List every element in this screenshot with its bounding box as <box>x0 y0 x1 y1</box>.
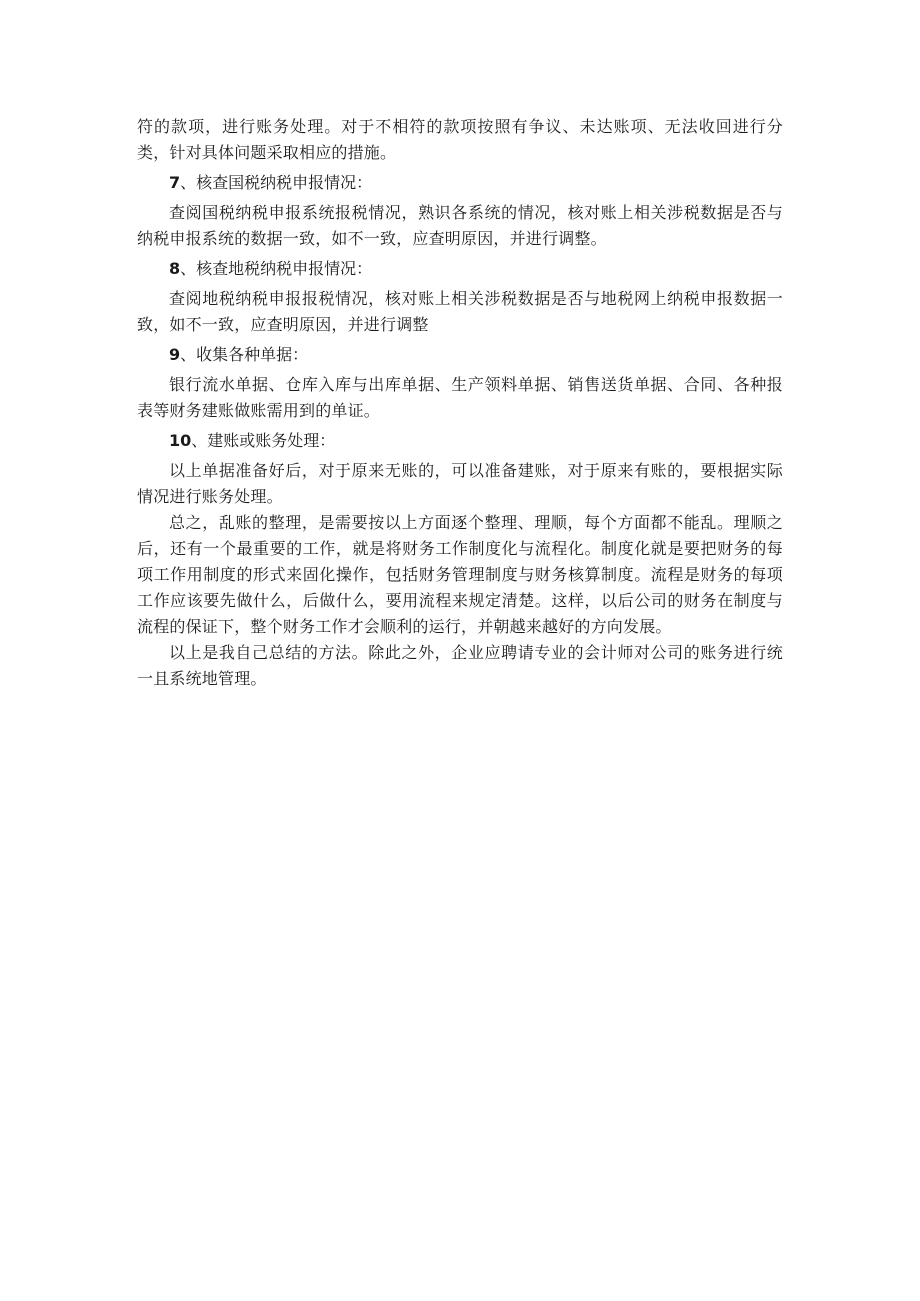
section-8-number: 8 <box>169 259 181 278</box>
intro-paragraph: 符的款项，进行账务处理。对于不相符的款项按照有争议、未达账项、无法收回进行分类，针对具体问题采取相应的措施。 <box>137 117 783 162</box>
document-page <box>137 114 783 692</box>
section-8-title: 、核查地税纳税申报情况： <box>180 259 373 278</box>
section-7-number: 7 <box>169 173 181 192</box>
section-10-title: 、建账或账务处理： <box>191 431 336 450</box>
section-10-body: 以上单据准备好后，对于原来无账的，可以准备建账，对于原来有账的，要根据实际情况进行账务处理。 <box>137 461 783 506</box>
section-10-heading <box>137 428 783 454</box>
section-9-number: 9 <box>169 345 181 364</box>
section-7-title: 、核查国税纳税申报情况： <box>180 173 373 192</box>
section-10-number: 10 <box>169 431 192 450</box>
section-9-heading <box>137 342 783 368</box>
closing-paragraph: 以上是我自己总结的方法。除此之外，企业应聘请专业的会计师对公司的账务进行统一且系统地管理。 <box>137 643 783 688</box>
section-8-heading <box>137 256 783 282</box>
section-7-heading <box>137 170 783 196</box>
section-9-title: 、收集各种单据： <box>180 345 309 364</box>
summary-paragraph: 总之，乱账的整理，是需要按以上方面逐个整理、理顺，每个方面都不能乱。理顺之后，还有一个最重要的工作，就是将财务工作制度化与流程化。制度化就是要把财务的每项工作用制度的形式来固化操作，包括财务管理制度与财务核算制度。流程是财务的每项工作应该要先做什么，后做什么，要用流程来规定清楚。这样，以后公司的财务在制度与流程的保证下，整个财务工作才会顺利的运行，并朝越来越好的方向发展。 <box>137 513 783 636</box>
section-7-body: 查阅国税纳税申报系统报税情况，熟识各系统的情况，核对账上相关涉税数据是否与纳税申报系统的数据一致，如不一致，应查明原因，并进行调整。 <box>137 203 783 248</box>
section-8-body: 查阅地税纳税申报报税情况，核对账上相关涉税数据是否与地税网上纳税申报数据一致，如不一致，应查明原因，并进行调整 <box>137 289 783 334</box>
section-9-body: 银行流水单据、仓库入库与出库单据、生产领料单据、销售送货单据、合同、各种报表等财务建账做账需用到的单证。 <box>137 375 783 420</box>
